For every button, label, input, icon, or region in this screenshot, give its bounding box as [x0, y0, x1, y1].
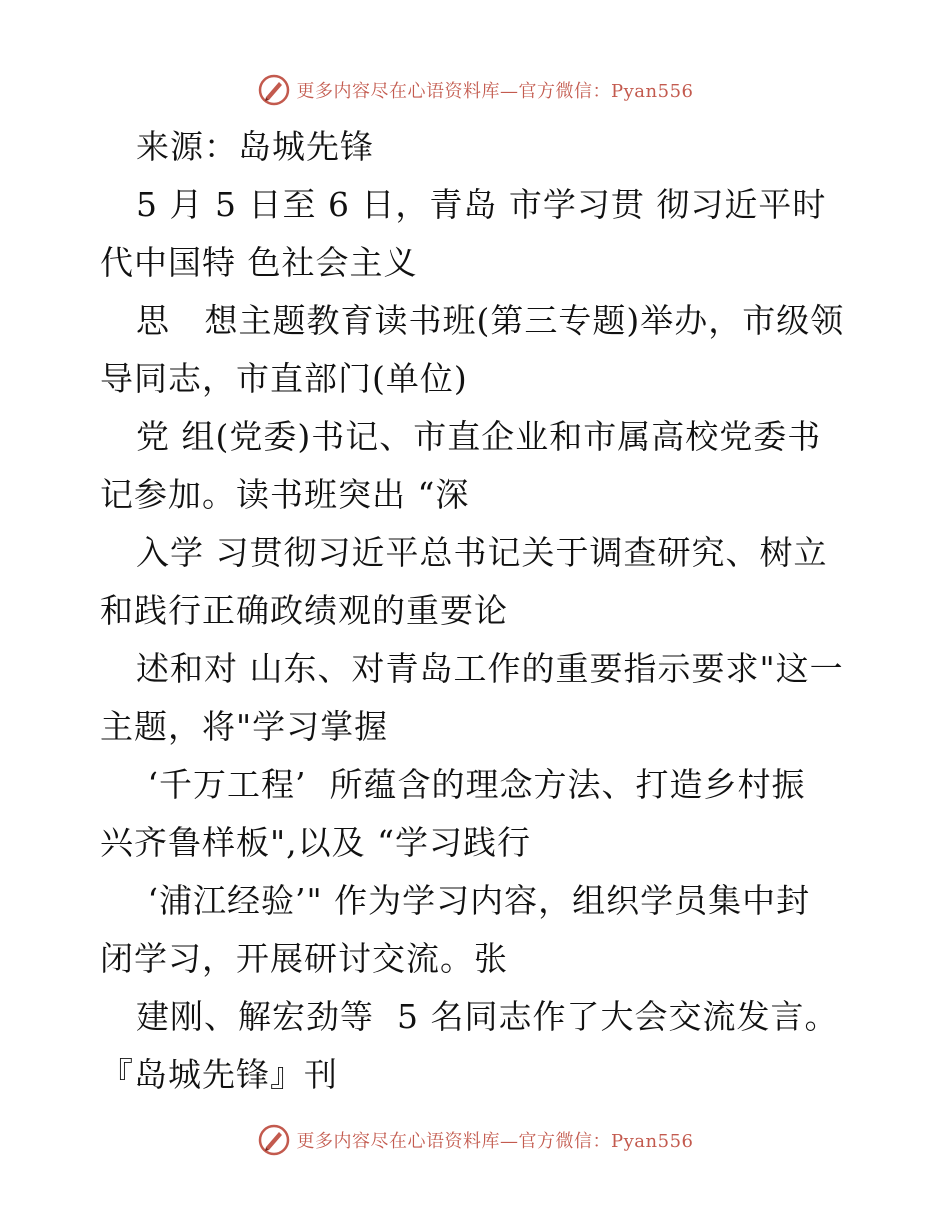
doc-line: 述和对 山东、对青岛工作的重要指示要求"这一: [136, 649, 844, 688]
doc-line: 主题，将"学习掌握: [100, 707, 389, 746]
doc-line: 记参加。读书班突出 “深: [100, 475, 470, 514]
doc-line: ‘千万工程’ 所蕴含的理念方法、打造乡村振: [136, 765, 806, 804]
footer-banner-text: 更多内容尽在心语资料库—官方微信：Pyan556: [296, 1131, 694, 1152]
header-banner-text: 更多内容尽在心语资料库—官方微信：Pyan556: [296, 81, 694, 102]
doc-line: 5 月 5 日至 6 日，青岛 市学习贯 彻习近平时: [136, 185, 827, 224]
doc-line: 『岛城先锋』刊: [100, 1055, 338, 1094]
doc-line: 导同志，市直部门(单位): [100, 359, 468, 398]
doc-line: 闭学习，开展研讨交流。张: [100, 939, 508, 978]
doc-line: 入学 习贯彻习近平总书记关于调查研究、树立: [136, 533, 828, 572]
doc-line: 兴齐鲁样板",以及 “学习践行: [100, 823, 532, 862]
doc-line: 和践行正确政绩观的重要论: [100, 591, 508, 630]
doc-line: 代中国特 色社会主义: [100, 243, 418, 282]
doc-line: ‘浦江经验’" 作为学习内容，组织学员集中封: [136, 881, 811, 920]
footer-banner: [0, 1120, 950, 1160]
pen-logo-icon: [257, 1123, 291, 1157]
doc-line: 来源：岛城先锋: [136, 127, 374, 166]
doc-line: 建刚、解宏劲等 5 名同志作了大会交流发言。: [136, 997, 839, 1036]
header-banner: [0, 70, 950, 110]
doc-line: 思 想主题教育读书班(第三专题)举办，市级领: [136, 301, 845, 340]
doc-line: 党 组(党委)书记、市直企业和市属高校党委书: [136, 417, 822, 456]
document-body: [100, 118, 860, 1104]
pen-logo-icon: [257, 73, 291, 107]
